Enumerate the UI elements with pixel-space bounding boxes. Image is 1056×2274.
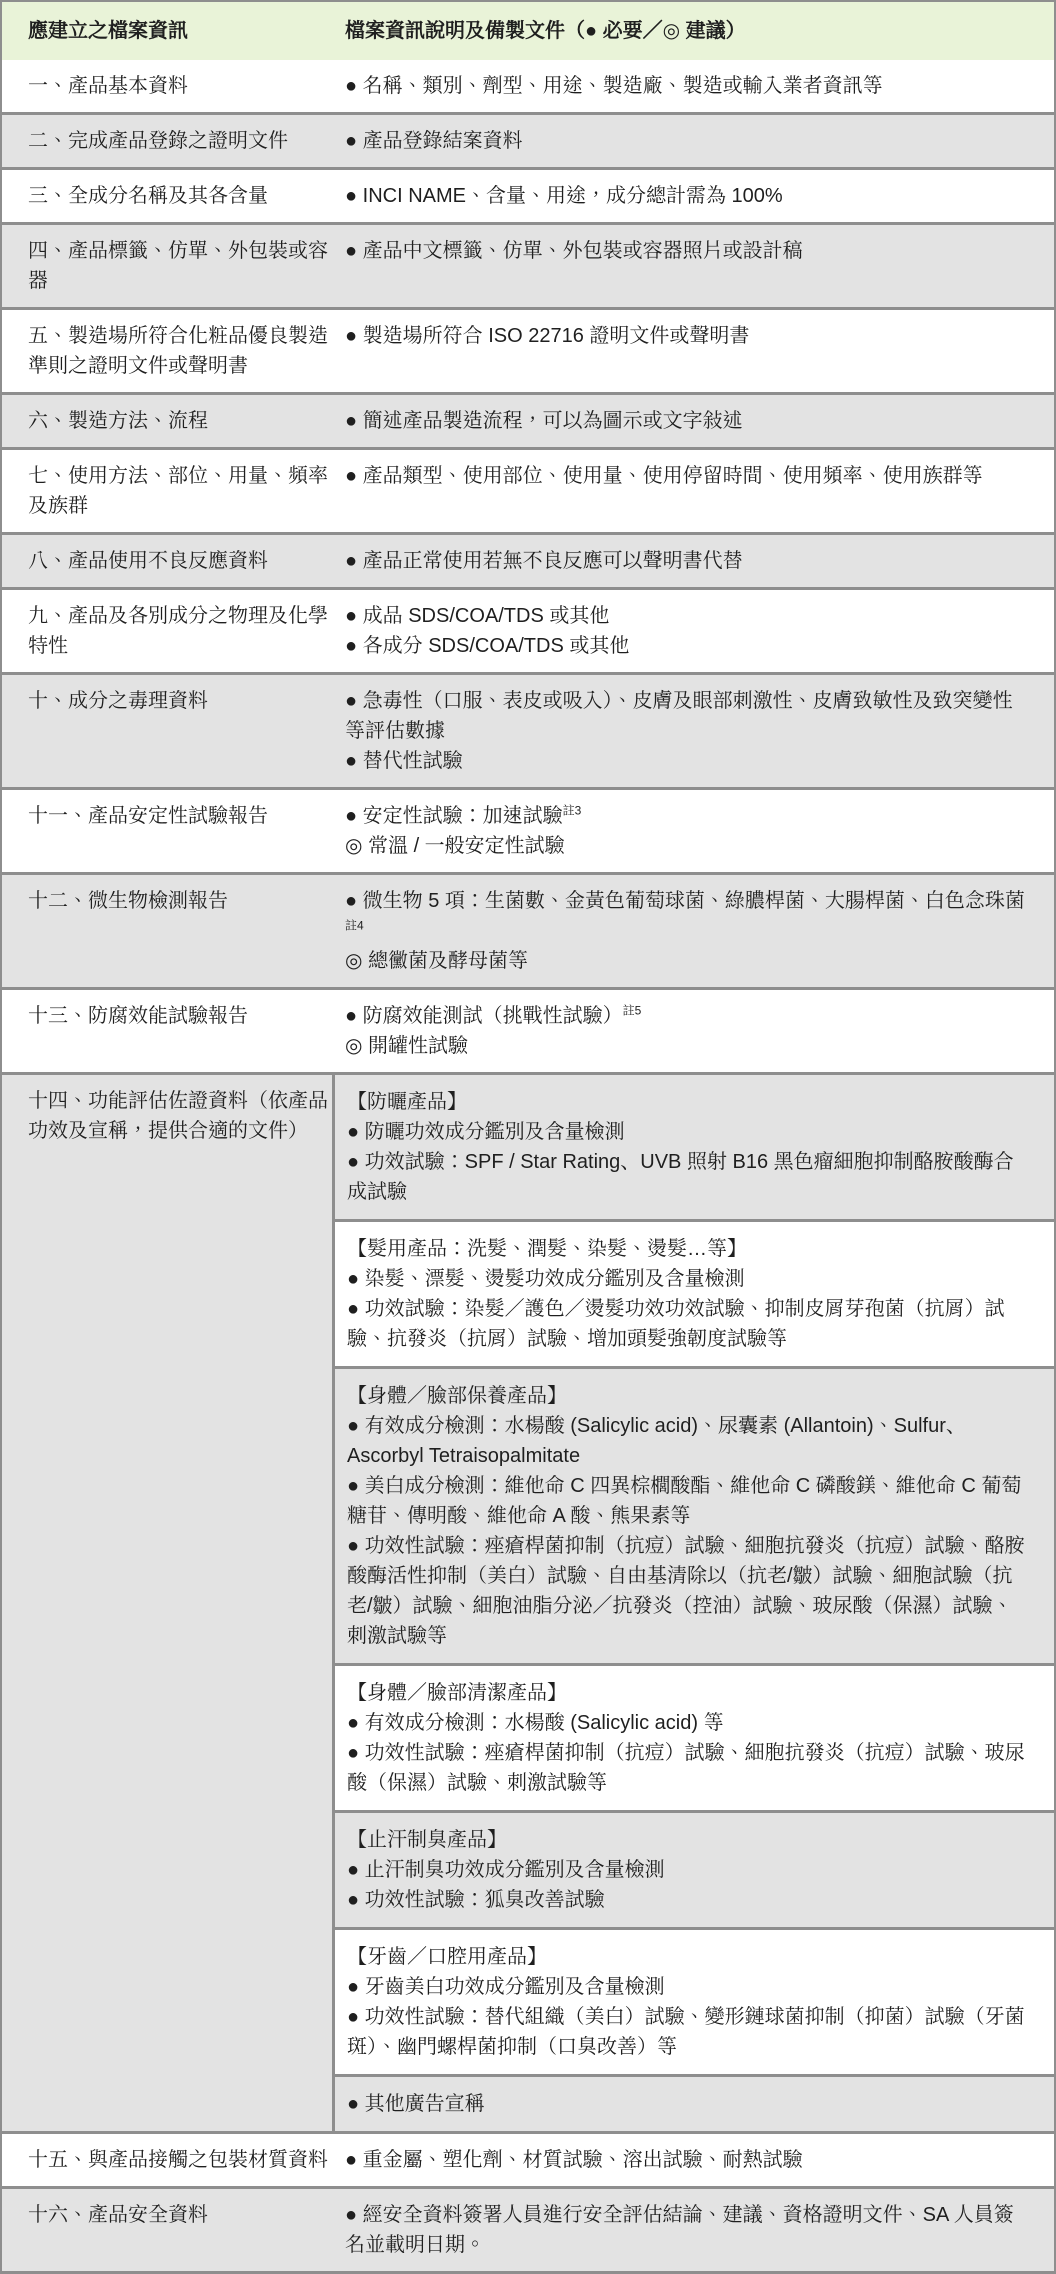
row-content-cell: [332, 875, 1054, 987]
table-header-row: [2, 2, 1054, 60]
table-row: [2, 532, 1054, 587]
line-text: 功效性試驗：替代組織（美白）試驗、變形鏈球菌抑制（抑菌）試驗（牙菌斑）、幽門螺桿菌抑制（口臭改善）等: [347, 2006, 1025, 2058]
content-line: [347, 1381, 1032, 1411]
line-text: 替代性試驗: [362, 750, 463, 772]
product-category-section: [335, 1663, 1054, 1810]
line-text: 開罐性試驗: [368, 1035, 469, 1057]
table-row: [2, 2186, 1054, 2271]
line-text: 簡述產品製造流程，可以為圖示或文字敍述: [362, 410, 743, 432]
row-content-cell: [332, 310, 1054, 392]
required-marker-icon: ●: [345, 890, 358, 912]
table-row: [2, 872, 1054, 987]
line-text: 安定性試驗：加速試驗: [362, 805, 563, 827]
table-body: [2, 60, 1054, 2271]
suggested-marker-icon: ◎: [345, 950, 363, 972]
row-content-cell: [332, 450, 1054, 532]
content-line: [345, 2200, 1032, 2260]
content-line: [347, 1942, 1032, 1972]
required-marker-icon: ●: [347, 1268, 360, 1290]
content-line: [345, 1031, 1032, 1061]
required-marker-icon: ●: [345, 805, 358, 827]
table-row: [2, 167, 1054, 222]
line-text: 各成分 SDS/COA/TDS 或其他: [362, 635, 630, 657]
section-title: 【身體／臉部清潔產品】: [347, 1682, 567, 1704]
content-line: [347, 1855, 1032, 1885]
content-line: [345, 886, 1032, 946]
row-content-cell: [332, 990, 1054, 1072]
content-line: [347, 1531, 1032, 1651]
content-line: [345, 631, 1032, 661]
required-marker-icon: ●: [347, 1535, 360, 1557]
content-line: [347, 1147, 1032, 1207]
content-line: [347, 1825, 1032, 1855]
table-row: [2, 987, 1054, 1072]
required-marker-icon: ●: [345, 635, 358, 657]
row-label-cell: 四、產品標籤、仿單、外包裝或容器: [28, 240, 328, 292]
product-category-section: [335, 1366, 1054, 1663]
table-row: [2, 1072, 1054, 2131]
required-marker-icon: ●: [345, 185, 358, 207]
line-text: 重金屬、塑化劑、材質試驗、溶出試驗、耐熱試驗: [362, 2149, 803, 2171]
row-content-cell: [332, 535, 1054, 587]
content-line: [345, 801, 1032, 831]
row-label-cell: 九、產品及各別成分之物理及化學特性: [28, 605, 328, 657]
line-text: 名稱、類別、劑型、用途、製造廠、製造或輸入業者資訊等: [362, 75, 883, 97]
product-category-section: [335, 2074, 1054, 2131]
required-marker-icon: ●: [347, 1415, 360, 1437]
content-line: [345, 71, 1032, 101]
content-line: [347, 1972, 1032, 2002]
content-line: [347, 2002, 1032, 2062]
required-marker-icon: ●: [345, 2204, 358, 2226]
section-title: 【牙齒／口腔用產品】: [347, 1946, 547, 1968]
row-content-cell: [332, 1075, 1054, 2131]
required-marker-icon: ●: [345, 550, 358, 572]
content-line: [347, 1738, 1032, 1798]
row-label-cell: 八、產品使用不良反應資料: [28, 550, 268, 572]
required-marker-icon: ●: [347, 1976, 360, 1998]
row-label-cell: 十四、功能評估佐證資料（依產品功效及宣稱，提供合適的文件）: [28, 1090, 328, 1142]
line-text: 有效成分檢測：水楊酸 (Salicylic acid)、尿囊素 (Allantoin)、Sulfur、Ascorbyl Tetraisopalmitate: [347, 1415, 966, 1467]
required-marker-icon: ●: [347, 1298, 360, 1320]
content-line: [347, 2089, 1032, 2119]
required-marker-icon: ●: [347, 1151, 360, 1173]
required-marker-icon: ●: [347, 1475, 360, 1497]
line-text: 成品 SDS/COA/TDS 或其他: [362, 605, 610, 627]
required-marker-icon: ●: [345, 605, 358, 627]
product-category-section: [335, 1075, 1054, 1219]
section-title: 【防曬產品】: [347, 1091, 467, 1113]
required-marker-icon: ●: [345, 325, 358, 347]
required-marker-icon: ●: [347, 1859, 360, 1881]
row-content-cell: [332, 590, 1054, 672]
line-text: 牙齒美白功效成分鑑別及含量檢測: [364, 1976, 665, 1998]
product-category-section: [335, 1927, 1054, 2074]
row-label-cell: 二、完成產品登錄之證明文件: [28, 130, 288, 152]
line-text: 止汗制臭功效成分鑑別及含量檢測: [364, 1859, 665, 1881]
table-row: [2, 672, 1054, 787]
row-content-cell: [332, 170, 1054, 222]
required-marker-icon: ●: [345, 410, 358, 432]
required-marker-icon: ●: [345, 75, 358, 97]
row-content-cell: [332, 2189, 1054, 2271]
content-line: [347, 1885, 1032, 1915]
table-row: [2, 2131, 1054, 2186]
required-marker-icon: ●: [347, 2093, 360, 2115]
row-label-cell: 十一、產品安定性試驗報告: [28, 805, 268, 827]
line-text: 防曬功效成分鑑別及含量檢測: [364, 1121, 625, 1143]
section-title: 【身體／臉部保養產品】: [347, 1385, 567, 1407]
line-text: 其他廣告宣稱: [364, 2093, 485, 2115]
line-text: 經安全資料簽署人員進行安全評估結論、建議、資格證明文件、SA 人員簽名並載明日期。: [345, 2204, 1014, 2256]
content-line: [345, 181, 1032, 211]
content-line: [347, 1117, 1032, 1147]
line-text: 功效試驗：染髮／護色／燙髮功效功效試驗、抑制皮屑芽孢菌（抗屑）試驗、抗發炎（抗屑）試驗、增加頭髮強韌度試驗等: [347, 1298, 1005, 1350]
required-marker-icon: ●: [345, 240, 358, 262]
row-label-cell: 五、製造場所符合化粧品優良製造準則之證明文件或聲明書: [28, 325, 328, 377]
table-row: [2, 787, 1054, 872]
suggested-marker-icon: ◎: [345, 835, 363, 857]
line-text: 美白成分檢測：維他命 C 四異棕櫚酸酯、維他命 C 磷酸鎂、維他命 C 葡萄糖苷、傳明酸、維他命 A 酸、熊果素等: [347, 1475, 1022, 1527]
row-content-cell: [332, 60, 1054, 112]
row-label-cell: 六、製造方法、流程: [28, 410, 208, 432]
product-category-section: [335, 1810, 1054, 1927]
suggested-marker-icon: ◎: [345, 1035, 363, 1057]
line-text: 常溫 / 一般安定性試驗: [368, 835, 565, 857]
line-text: 功效性試驗：狐臭改善試驗: [364, 1889, 605, 1911]
line-text: 製造場所符合 ISO 22716 證明文件或聲明書: [362, 325, 750, 347]
row-label-cell: 十二、微生物檢測報告: [28, 890, 228, 912]
row-content-cell: [332, 2134, 1054, 2186]
required-marker-icon: ●: [345, 690, 358, 712]
footnote-ref: 註3: [562, 803, 582, 818]
content-line: [347, 1264, 1032, 1294]
header-col-file-info: 應建立之檔案資訊: [28, 20, 188, 42]
table-row: [2, 222, 1054, 307]
table-row: [2, 447, 1054, 532]
required-marker-icon: ●: [345, 1005, 358, 1027]
content-line: [345, 126, 1032, 156]
table-row: [2, 112, 1054, 167]
content-line: [345, 686, 1032, 746]
line-text: 染髮、漂髮、燙髮功效成分鑑別及含量檢測: [364, 1268, 745, 1290]
table-row: [2, 392, 1054, 447]
content-line: [347, 1708, 1032, 1738]
footnote-ref: 註5: [622, 1003, 642, 1018]
row-label-cell: 一、產品基本資料: [28, 75, 188, 97]
row-label-cell: 十五、與產品接觸之包裝材質資料: [28, 2149, 328, 2171]
content-line: [347, 1294, 1032, 1354]
required-marker-icon: ●: [347, 1121, 360, 1143]
content-line: [347, 1411, 1032, 1471]
required-marker-icon: ●: [347, 1742, 360, 1764]
content-line: [345, 601, 1032, 631]
line-text: 產品登錄結案資料: [362, 130, 523, 152]
line-text: 產品正常使用若無不良反應可以聲明書代替: [362, 550, 743, 572]
content-line: [345, 946, 1032, 976]
line-text: 微生物 5 項：生菌數、金黃色葡萄球菌、綠膿桿菌、大腸桿菌、白色念珠菌: [362, 890, 1025, 912]
row-content-cell: [332, 225, 1054, 307]
line-text: 功效試驗：SPF / Star Rating、UVB 照射 B16 黑色瘤細胞抑制酪胺酸酶合成試驗: [347, 1151, 1014, 1203]
required-marker-icon: ●: [345, 750, 358, 772]
content-line: [345, 831, 1032, 861]
content-line: [345, 2145, 1032, 2175]
line-text: 急毒性（口服、表皮或吸入）、皮膚及眼部刺激性、皮膚致敏性及致突變性等評估數據: [345, 690, 1013, 742]
row-label-cell: 十六、產品安全資料: [28, 2204, 208, 2226]
content-line: [347, 1471, 1032, 1531]
content-line: [345, 406, 1032, 436]
table-row: [2, 307, 1054, 392]
product-category-section: [335, 1219, 1054, 1366]
row-label-cell: 十、成分之毒理資料: [28, 690, 208, 712]
row-content-cell: [332, 675, 1054, 787]
section-title: 【髮用產品：洗髮、潤髮、染髮、燙髮…等】: [347, 1238, 747, 1260]
row-content-cell: [332, 115, 1054, 167]
footnote-ref: 註4: [345, 918, 364, 933]
row-label-cell: 三、全成分名稱及其各含量: [28, 185, 268, 207]
table-row: [2, 587, 1054, 672]
line-text: INCI NAME、含量、用途，成分總計需為 100%: [362, 185, 783, 207]
line-text: 功效性試驗：痤瘡桿菌抑制（抗痘）試驗、細胞抗發炎（抗痘）試驗、酪胺酸酶活性抑制（美白）試驗、自由基清除以（抗老/皺）試驗、細胞試驗（抗老/皺）試驗、細胞油脂分泌／抗發炎（控油）試驗、玻尿酸（保濕）試驗、刺激試驗等: [347, 1535, 1025, 1647]
line-text: 功效性試驗：痤瘡桿菌抑制（抗痘）試驗、細胞抗發炎（抗痘）試驗、玻尿酸（保濕）試驗、刺激試驗等: [347, 1742, 1025, 1794]
section-title: 【止汗制臭產品】: [347, 1829, 507, 1851]
row-label-cell: 十三、防腐效能試驗報告: [28, 1005, 248, 1027]
content-line: [345, 1001, 1032, 1031]
line-text: 總黴菌及酵母菌等: [368, 950, 529, 972]
content-line: [347, 1234, 1032, 1264]
required-marker-icon: ●: [347, 2006, 360, 2028]
header-col-description-legend: 檔案資訊說明及備製文件（● 必要／◎ 建議）: [345, 20, 746, 42]
content-line: [347, 1087, 1032, 1117]
row-content-cell: [332, 790, 1054, 872]
row-label-cell: 七、使用方法、部位、用量、頻率及族群: [28, 465, 328, 517]
line-text: 產品中文標籤、仿單、外包裝或容器照片或設計稿: [362, 240, 803, 262]
line-text: 有效成分檢測：水楊酸 (Salicylic acid) 等: [364, 1712, 724, 1734]
line-text: 防腐效能測試（挑戰性試驗）: [362, 1005, 623, 1027]
required-marker-icon: ●: [345, 130, 358, 152]
row-content-cell: [332, 395, 1054, 447]
line-text: 產品類型、使用部位、使用量、使用停留時間、使用頻率、使用族群等: [362, 465, 983, 487]
required-marker-icon: ●: [345, 2149, 358, 2171]
required-marker-icon: ●: [347, 1712, 360, 1734]
content-line: [345, 746, 1032, 776]
content-line: [345, 321, 1032, 351]
content-line: [345, 461, 1032, 491]
content-line: [347, 1678, 1032, 1708]
required-marker-icon: ●: [345, 465, 358, 487]
table-row: [2, 60, 1054, 112]
content-line: [345, 546, 1032, 576]
content-line: [345, 236, 1032, 266]
required-marker-icon: ●: [347, 1889, 360, 1911]
